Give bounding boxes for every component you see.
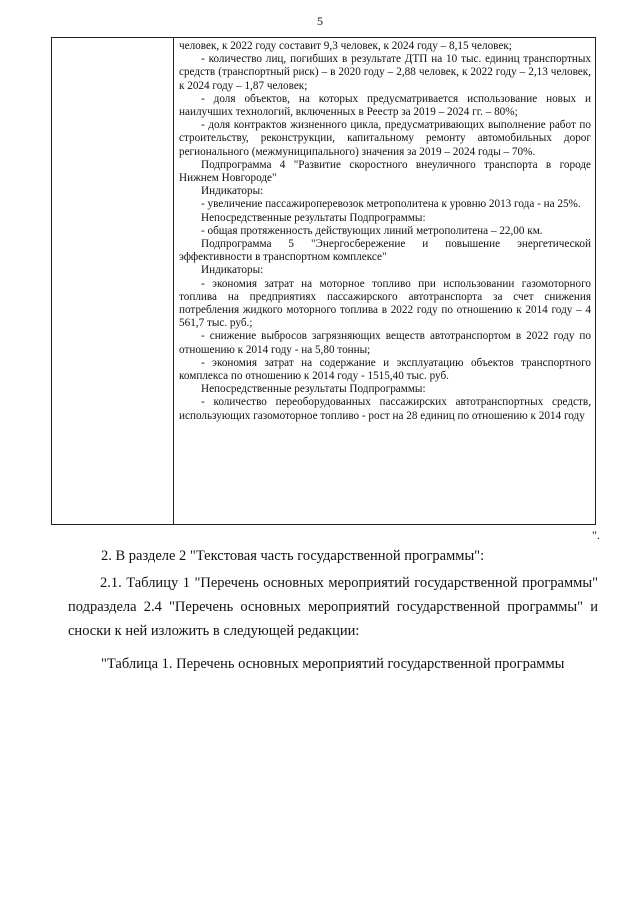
table-right-column: [174, 38, 595, 524]
results-table: [51, 37, 596, 525]
section-heading: 2. В разделе 2 "Текстовая часть государственной программы":: [101, 548, 485, 564]
table-line: Индикаторы:: [201, 264, 264, 277]
paragraph-2-1: 2.1. Таблицу 1 "Перечень основных мероприятий государственной программы" подраздела 2.4 "Перечень основных мероприятий государственной программы" и сноски к ней изложить в следующей редакции:: [68, 575, 598, 639]
table-line: - экономия затрат на моторное топливо при использовании газомоторного топлива на предприятиях пассажирского автотранспорта за счет снижения потребления жидкого моторного топлива в 2022 году по отношению к 2014 году – 4 561,7 тыс. руб.;: [179, 277, 591, 330]
table-line: - экономия затрат на содержание и эксплуатацию объектов транспортного комплекса по отношению к 2014 году - 1515,40 тыс. руб.: [179, 356, 591, 383]
page-number: 5: [317, 14, 323, 28]
table-left-column: [52, 38, 174, 524]
table-line: Непосредственные результаты Подпрограммы:: [201, 211, 426, 224]
table-line: - общая протяженность действующих линий метрополитена – 22,00 км.: [201, 224, 543, 237]
table-line: - увеличение пассажироперевозок метрополитена к уровню 2013 года - на 25%.: [201, 198, 581, 211]
table-line: - доля объектов, на которых предусматривается использование новых и наилучших технологий, включенных в Реестр за 2019 – 2024 гг. – 80%;: [179, 92, 591, 119]
subprogram-heading: Подпрограмма 5 "Энергосбережение и повышение энергетической эффективности в транспортном комплексе": [179, 238, 591, 264]
table-caption: "Таблица 1. Перечень основных мероприятий государственной программы: [101, 656, 565, 672]
table-line: - количество переоборудованных пассажирских автотранспортных средств, использующих газомоторное топливо - рост на 28 единиц по отношению к 2014 году: [179, 396, 591, 422]
table-line: - количество лиц, погибших в результате ДТП на 10 тыс. единиц транспортных средств (транспортный риск) – в 2020 году – 2,88 человек, к 2022 году – 2,13 человек, к 2024 году – 1,87 человек;: [179, 53, 591, 92]
table-line: Непосредственные результаты Подпрограммы:: [201, 383, 426, 396]
closing-quote: ".: [592, 528, 600, 542]
table-line: - доля контрактов жизненного цикла, предусматривающих выполнение работ по строительству, реконструкции, капитальному ремонту автомобильных дорог регионального (межмуниципального) значения за 2019 – 2024 годы – 70%.: [179, 119, 591, 158]
subprogram-heading: Подпрограмма 4 "Развитие скоростного внеуличного транспорта в городе Нижнем Новгороде": [179, 158, 591, 185]
table-line: - снижение выбросов загрязняющих веществ автотранспортом в 2022 году по отношению к 2014 году - на 5,80 тонны;: [179, 330, 591, 356]
table-line: Индикаторы:: [201, 185, 264, 198]
table-line: человек, к 2022 году составит 9,3 человек, к 2024 году – 8,15 человек;: [179, 40, 512, 52]
